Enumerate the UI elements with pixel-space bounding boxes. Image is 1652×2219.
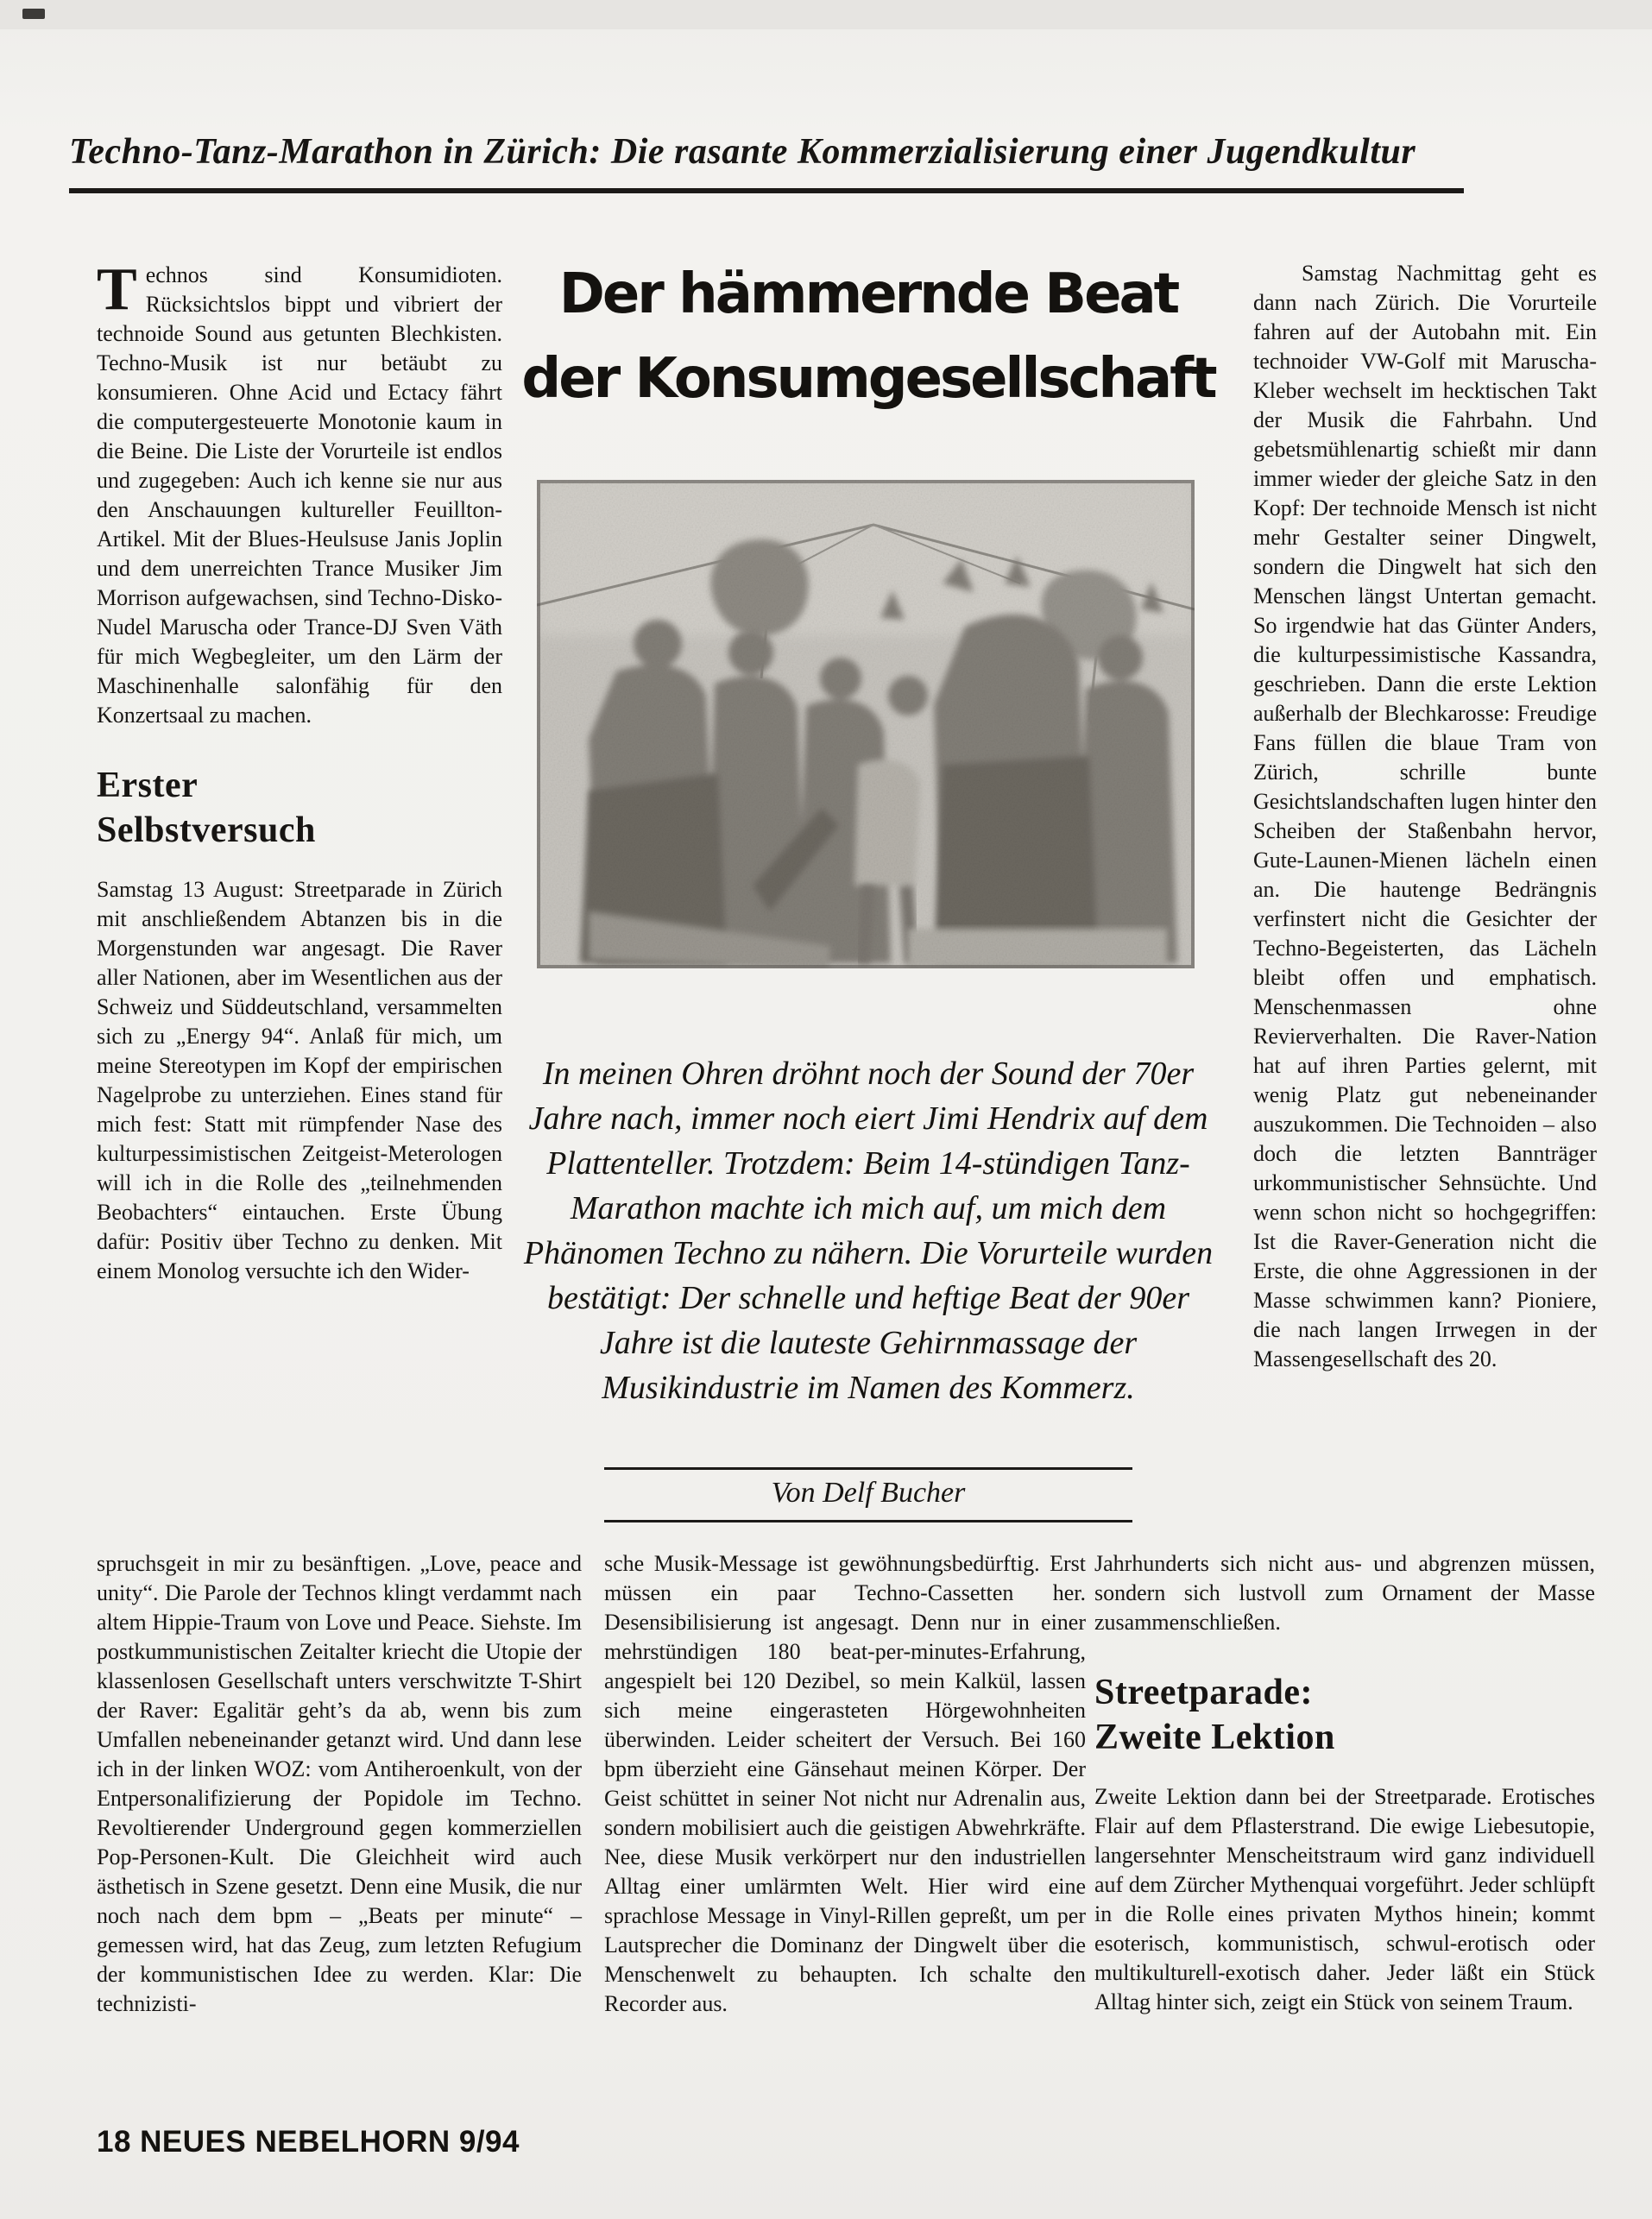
paragraph: Samstag 13 August: Streetparade in Zürich mit anschließendem Abtanzen bis in die Morgenstunden war angesagt. Die Raver aller Nationen, aber im Wesentlichen aus der Schweiz und Süddeutschland, versammelten sich zu „Energy 94“. Anlaß für mich, um meine Stereotypen im Kopf der empirischen Nagelprobe zu unterziehen. Eines stand für mich fest: Statt mit rümpfender Nase des kulturpessimistischen Zeitgeist-Meterologen will ich in die Rolle des „teilnehmenden Beobachters“ eintauchen. Erste Übung dafür: Positiv über Techno zu denken. Mit einem Monolog versuchte ich den Wider- <box>97 877 502 1283</box>
paragraph: Samstag Nachmittag geht es dann nach Zürich. Die Vorurteile fahren auf der Autobahn mit. Ein technoider VW-Golf mit Maruscha-Kleber wechselt im hecktischen Takt der Musik die Fahrbahn. Und gebetsmühlenartig schießt mir dann immer wieder der gleiche Satz in den Kopf: Der technoide Mensch ist nicht mehr Gestalter seiner Dingwelt, sondern die Dingwelt hat sich den Menschen längst Untertan gemacht. So irgendwie hat das Günter Anders, die kulturpessimistische Kassandra, geschrieben. Dann die erste Lektion außerhalb der Blechkarosse: Freudige Fans füllen die blaue Tram von Zürich, schrille bunte Gesichtslandschaften lugen hinter den Scheiben der Staßenbahn hervor, Gute-Launen-Mienen lächeln einen an. Die hautenge Bedrängnis verfinstert nicht die Gesichter der Techno-Begeisterten, das Lächeln bleibt offen und emphatisch. Menschenmassen ohne Revierverhalten. Die Raver-Nation hat auf ihren Parties gelernt, mit wenig Platz gut nebeneinander auszukommen. Die Technoiden – also doch die letzten Bannträger urkommunistischer Sehnsüchte. Und wenn schon nicht so hochgegriffen: Ist die Raver-Generation nicht die Erste, die ohne Aggressionen in der Masse schwimmen kann? Pioniere, die nach langen Irrwegen in der Massengesellschaft des 20. <box>1253 261 1597 1371</box>
paragraph: Jahrhunderts sich nicht aus- und abgrenzen müssen, sondern sich lustvoll zum Ornament der Masse zusammenschließen. <box>1094 1551 1595 1635</box>
column-left-top <box>97 261 502 1545</box>
byline: Von Delf Bucher <box>604 1467 1132 1522</box>
subhead-streetparade-zweite-lektion: Streetparade: Zweite Lektion <box>1094 1673 1335 1757</box>
dropcap-letter: T <box>97 261 137 323</box>
scan-edge-strip <box>0 0 1652 29</box>
article-title-line2: der Konsumgesellschaft <box>521 347 1215 411</box>
paragraph-text: echnos sind Konsumidioten. Rücksichtslos bippt und vibriert der technoide Sound aus getunten Blechkisten. Techno-Musik ist nur betäubt zu konsumieren. Ohne Acid und Ectacy fährt die computergesteuerte Monotonie kaum in die Beine. Die Liste der Vorurteile ist endlos und zugegeben: Auch ich kenne sie nur aus den Anschauungen kultureller Feuillton-Artikel. Mit der Blues-Heulsuse Janis Joplin und dem unerreichten Trance Musiker Jim Morrison aufgewachsen, sind Techno-Disko-Nudel Maruscha oder Trance-DJ Sven Väth für mich Wegbegleiter, um den Lärm der Maschinenhalle salonfähig für den Konzertsaal zu machen. <box>97 262 502 728</box>
column-bottom-right <box>1094 1549 1595 2017</box>
kicker-headline: Techno-Tanz-Marathon in Zürich: Die rasante Kommerzialisierung einer Jugendkultur <box>69 129 1464 193</box>
paragraph: sche Musik-Message ist gewöhnungsbedürftig. Erst müssen ein paar Techno-Cassetten her. Desensibilisierung ist angesagt. Denn nur in einer mehrstündigen 180 beat-per-minutes-Erfahrung, angespielt bei 120 Dezibel, so mein Kalkül, lassen sich meine eingerasteten Hörgewohnheiten überwinden. Leider scheitert der Versuch. Bei 160 bpm überzieht eine Gänsehaut meinen Körper. Der Geist schüttet in seiner Not nicht nur Adrenalin aus, sondern mobilisiert auch die geistigen Abwehrkräfte. Nee, diese Musik verkörpert nur den industriellen Alltag einer umlärmten Welt. Hier wird eine sprachlose Message in Vinyl-Rillen gepreßt, um per Lautsprecher die Dominanz der Dingwelt über die Menschenwelt zu behaupten. Ich schalte den Recorder aus. <box>604 1551 1086 2016</box>
photo-grain-overlay <box>537 480 1195 968</box>
column-right-top <box>1253 259 1597 1547</box>
photo-illustration <box>537 480 1195 968</box>
subhead-erster-selbstversuch: Erster Selbstversuch <box>97 766 316 850</box>
paragraph <box>97 261 502 730</box>
article-photo <box>537 480 1195 968</box>
column-bottom-left <box>97 1549 582 2019</box>
pull-quote: In meinen Ohren dröhnt noch der Sound der 70er Jahre nach, immer noch eiert Jimi Hendrix auf dem Plattenteller. Trotzdem: Beim 14-stündigen Tanz-Marathon machte ich mich auf, um mich dem Phänomen Techno zu nähern. Die Vorurteile wurden bestätigt: Der schnelle und heftige Beat der 90er Jahre ist die lauteste Gehirnmassage der Musikindustrie im Namen des Kommerz. <box>523 1056 1214 1406</box>
paragraph: spruchsgeit in mir zu besänftigen. „Love, peace and unity“. Die Parole der Technos klingt verdammt nach altem Hippie-Traum von Love und Peace. Siehste. Im postkummunistischen Zeitalter kriecht die Utopie der klassenlosen Gesellschaft unters verschwitzte T-Shirt der Raver: Egalitär geht’s da ab, wenn bis zum Umfallen nebeneinander getanzt wird. Und dann lese ich in der linken WOZ: vom Antiheroenkult, von der Entpersonalifizierung der Popidole im Techno. Revoltierender Underground gegen kommerziellen Pop-Personen-Kult. Die Gleichheit wird auch ästhetisch in Szene gesetzt. Denn eine Musik, die nur noch nach dem bpm – „Beats per minute“ – gemessen wird, hat das Zeug, zum letzten Refugium der kommunistischen Idee zu werden. Klar: Die technizisti- <box>97 1551 582 2016</box>
column-bottom-middle <box>604 1549 1086 2019</box>
article-title <box>516 252 1220 421</box>
paragraph: Zweite Lektion dann bei der Streetparade. Erotisches Flair auf dem Pflasterstrand. Die ewige Liebesutopie, langersehnter Menscheitstraum wird ganz individuell auf dem Zürcher Mythenquai vorgeführt. Jeder schlüpft in die Rolle eines privaten Mythos hinein; kommt esoterisch, kommunistisch, schwul-erotisch oder multikulturell-exotisch daher. Jeder läßt ein Stück Alltag hinter sich, zeigt ein Stück von seinem Traum. <box>1094 1784 1595 2014</box>
article-title-line1: Der hämmernde Beat <box>558 262 1178 326</box>
scan-artifact-mark <box>22 9 45 19</box>
page-footer: 18 NEUES NEBELHORN 9/94 <box>97 2125 520 2159</box>
